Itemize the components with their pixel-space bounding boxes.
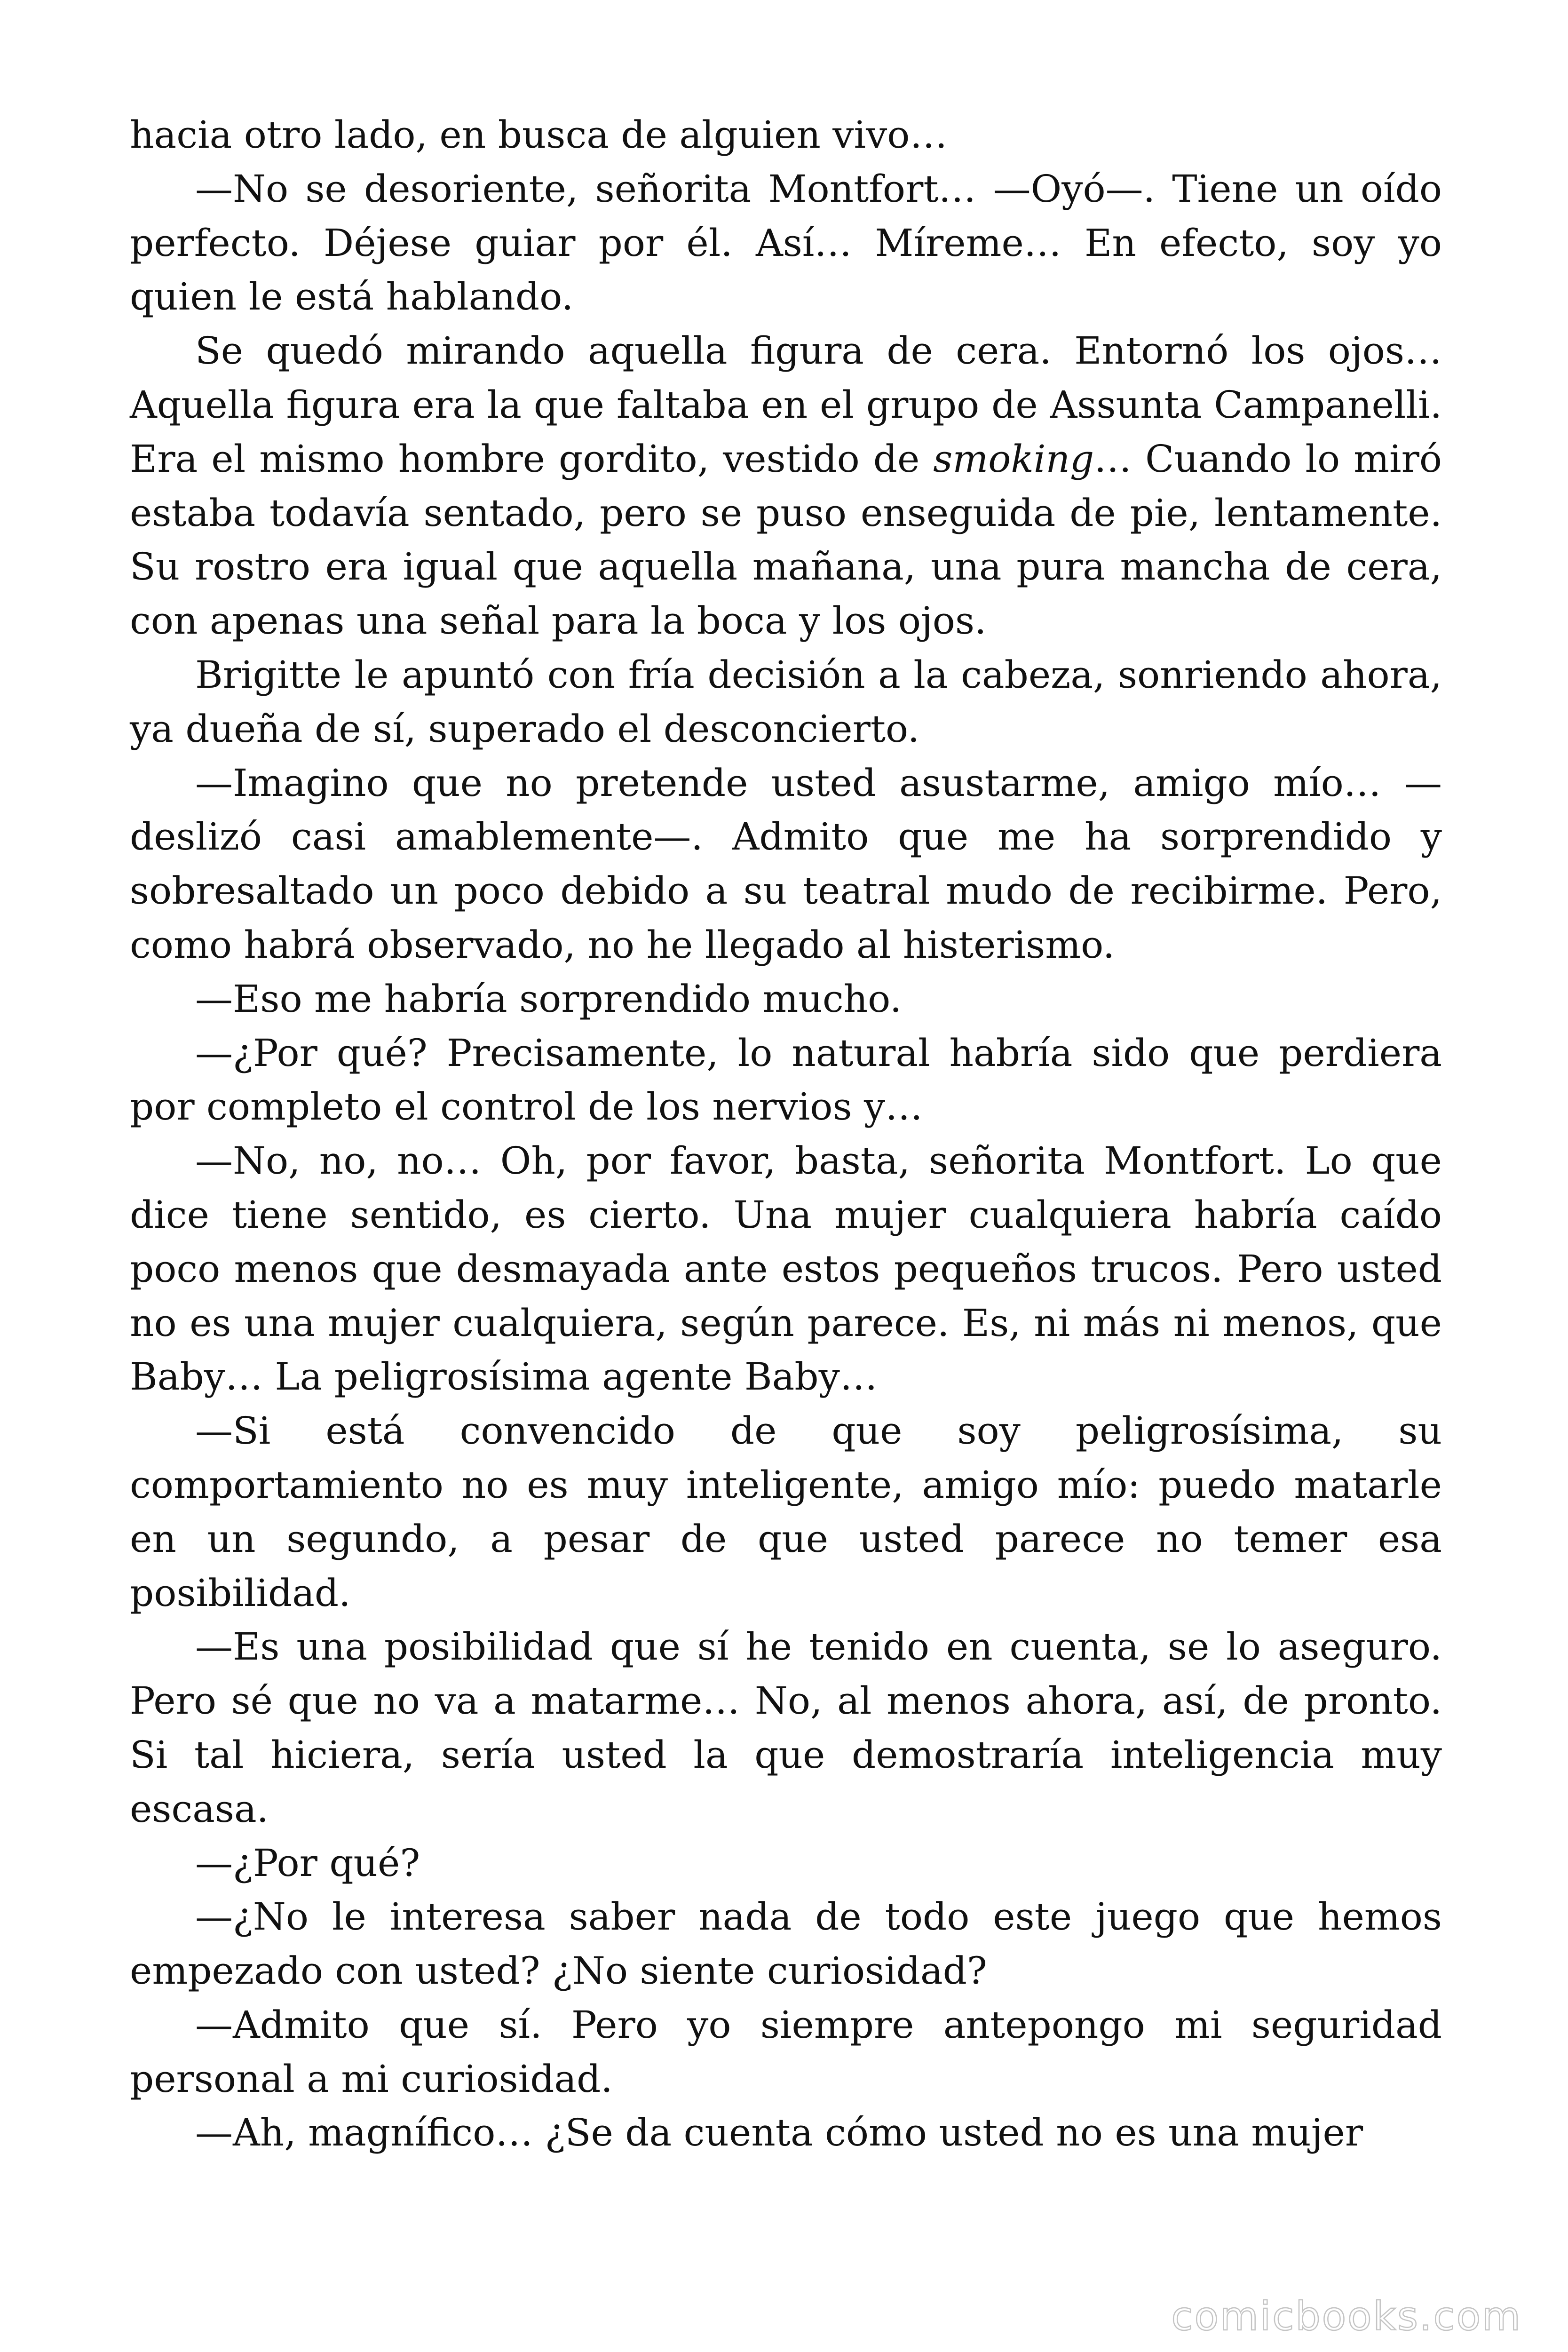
paragraph-text: Se quedó mirando aquella figura de cera. Entornó los ojos… Aquella figura era la que faltaba en el grupo de Assunta Campanelli. Era el mismo hombre gordito, vestido de	[130, 329, 1442, 481]
paragraph: —Ah, magnífico… ¿Se da cuenta cómo usted no es una mujer	[195, 2111, 1363, 2155]
paragraph: —Si está convencido de que soy peligrosísima, su comportamiento no es muy inteligente, amigo mío: puedo matarle en un segundo, a pesar de que usted parece no temer esa posibilidad.	[130, 1409, 1442, 1615]
paragraph: —Eso me habría sorprendido mucho.	[195, 977, 902, 1021]
paragraph: Brigitte le apuntó con fría decisión a la cabeza, sonriendo ahora, ya dueña de sí, superado el desconcierto.	[130, 652, 1442, 751]
paragraph: —¿Por qué? Precisamente, lo natural habría sido que perdiera por completo el control de los nervios y…	[130, 1031, 1442, 1129]
paragraph: —¿No le interesa saber nada de todo este juego que hemos empezado con usted? ¿No siente curiosidad?	[130, 1895, 1442, 1993]
paragraph-text: … Cuando lo miró estaba todavía sentado, pero se puso enseguida de pie, lentamente. Su rostro era igual que aquella mañana, una pura mancha de cera, con apenas una señal para la boca y los ojos.	[130, 437, 1442, 643]
paragraph: —Es una posibilidad que sí he tenido en cuenta, se lo aseguro. Pero sé que no va a matarme… No, al menos ahora, así, de pronto. Si tal hiciera, sería usted la que demostraría inteligencia muy escasa.	[130, 1625, 1442, 1831]
paragraph: —Admito que sí. Pero yo siempre antepongo mi seguridad personal a mi curiosidad.	[130, 2002, 1442, 2101]
watermark: comicbooks.com	[1171, 2293, 1522, 2339]
paragraph: —No se desoriente, señorita Montfort… —Oyó—. Tiene un oído perfecto. Déjese guiar por él. Así… Míreme… En efecto, soy yo quien le está hablando.	[130, 167, 1442, 319]
italic-word: smoking	[933, 437, 1094, 481]
paragraph: —¿Por qué?	[195, 1841, 420, 1885]
paragraph: —Imagino que no pretende usted asustarme, amigo mío… —deslizó casi amablemente—. Admito que me ha sorprendido y sobresaltado un poco debido a su teatral mudo de recibirme. Pero, como habrá observado, no he llegado al histerismo.	[130, 761, 1442, 967]
paragraph: —No, no, no… Oh, por favor, basta, señorita Montfort. Lo que dice tiene sentido, es cierto. Una mujer cualquiera habría caído poco menos que desmayada ante estos pequeños trucos. Pero usted no es una mujer cualquiera, según parece. Es, ni más ni menos, que Baby… La peligrosísima agente Baby…	[130, 1139, 1442, 1399]
paragraph: hacia otro lado, en busca de alguien vivo…	[130, 113, 948, 157]
book-page-text	[130, 108, 1442, 2160]
paragraph	[130, 324, 1442, 648]
